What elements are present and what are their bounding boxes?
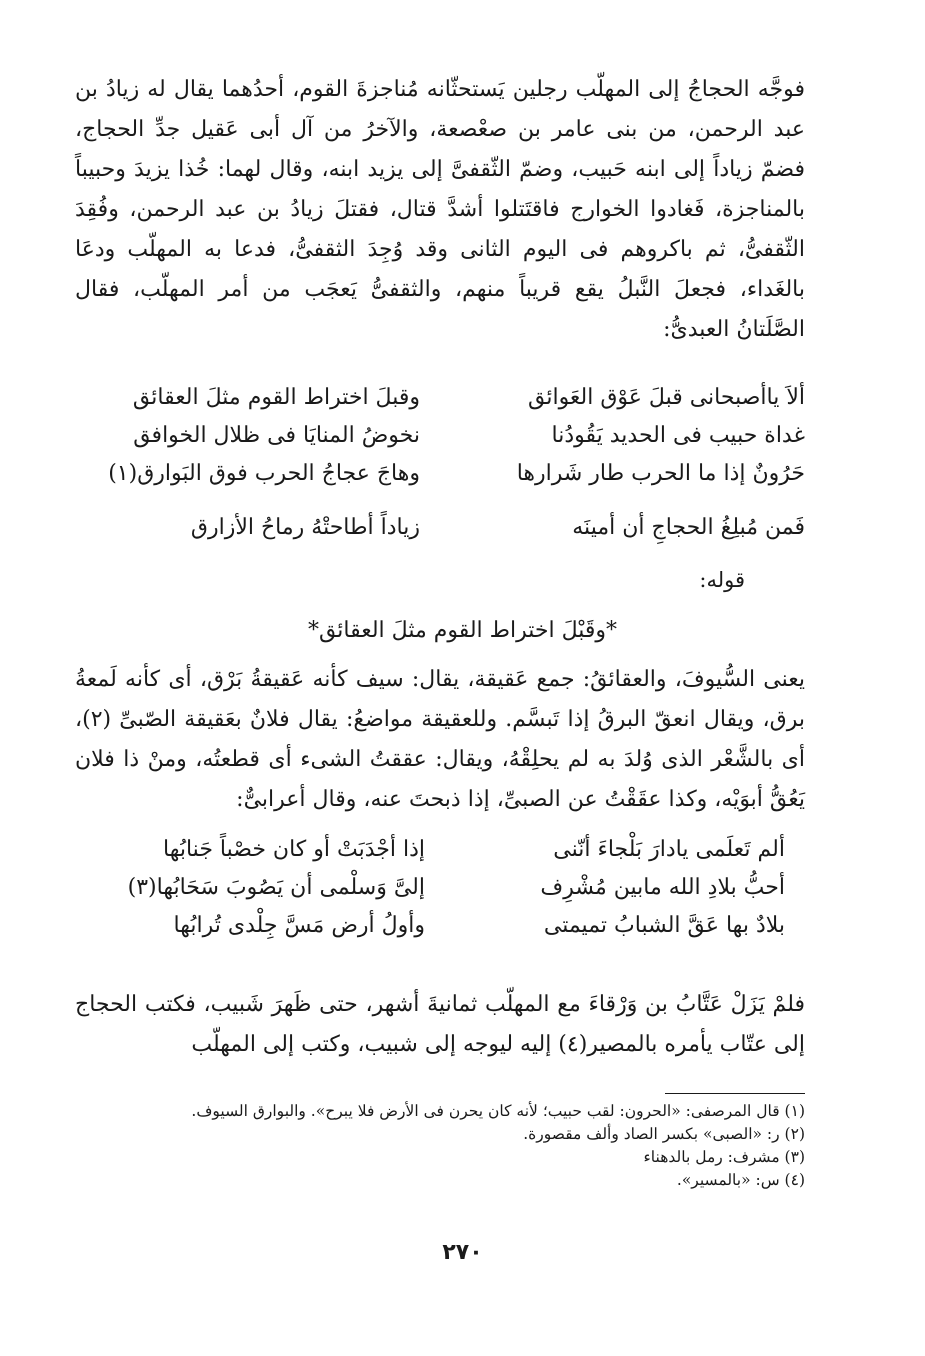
quoted-hemistich-heading: *وقَبْلَ اختراط القوم مثلَ العقائق* <box>307 618 618 643</box>
body-paragraph-2 <box>75 660 805 820</box>
verse-first-hemistich: ألم تَعلَمى يادارَ بَلْجاءَ أنّنى <box>553 836 785 862</box>
verse-second-hemistich: وهاجَ عجاجُ الحرب فوق البَوارق(١) <box>108 460 420 486</box>
verse-second-hemistich: إذا أجْدَبَتْ أو كان خصْباً جَنابُها <box>163 836 425 862</box>
verse-first-hemistich: بلادٌ بها عَقَّ الشبابُ تميمتى <box>543 912 785 938</box>
body-paragraph-3 <box>75 985 805 1065</box>
paragraph-text: فلمْ يَزَلْ عَتَّابُ بن وَرْقاءَ مع المهلّب ثمانيةَ أشهر، حتى ظَهرَ شَبيب، فكتب الحجاج إلى عتّاب يأمره بالمصير(٤) إليه ليوجه إلى شبيب، وكتب إلى المهلّب <box>75 992 805 1057</box>
footnote-divider <box>665 1093 805 1094</box>
verse-second-hemistich: زياداً أطاحتْهُ رماحُ الأزارق <box>190 514 420 540</box>
verse-line <box>80 868 785 906</box>
verse-line <box>80 906 785 944</box>
footnote: (١) قال المرصفى: «الحرون: لقب حبيب؛ لأنه كان يحرن فى الأرض فلا يبرح». والبوارق السيوف. <box>191 1102 805 1120</box>
footnote: (٤) س: «بالمسير». <box>676 1171 805 1189</box>
body-paragraph-1 <box>75 70 805 350</box>
paragraph-text: فوجَّه الحجاجُ إلى المهلّب رجلين يَستحثّانه مُناجزةَ القوم، أحدُهما يقال له زيادُ بن عبد الرحمن، من بنى عامر بن صعْصعة، والآخرُ من آل أبى عَقيل جدِّ الحجاج، فضمّ زياداً إلى ابنه حَبيب، وضمّ الثّقفىَّ إلى يزيد ابنه، وقال لهما: خُذا يزيدَ وحبيباً بالمناجزة، فَغادوا الخوارج فاقتَتلوا أشدَّ قتال، فقتلَ زيادُ بن عبد الرحمن، وفُقِدَ الثّقفىُّ، ثم باكروهم فى اليوم الثانى وقد وُجِدَ الثقفىُّ، فدعا به المهلّب ودعَا بالغَداء، فجعلَ النَّبلُ يقع قريباً منهم، والثقفىُّ يَعجَب من أمر المهلّب، فقال الصَّلَتانُ العبدىُّ: <box>75 77 805 342</box>
footnote: (٢) ر: «الصبى» بكسر الصاد وألف مقصورة. <box>523 1125 805 1143</box>
footnotes <box>120 1100 805 1192</box>
verse-line <box>80 830 785 868</box>
verse-second-hemistich: إلىَّ وَسلْمى أن يَصُوبَ سَحَابُها(٣) <box>127 874 425 900</box>
verse-line <box>75 508 805 546</box>
footnote: (٣) مشرف: رمل بالدهناء <box>643 1148 805 1166</box>
verse-first-hemistich: ألاَ ياأصبحانى قبلَ عَوْق العَوائق <box>527 384 805 410</box>
verse-line <box>75 378 805 416</box>
verse-first-hemistich: فَمن مُبلِغُ الحجاجِ أن أمينَه <box>572 514 805 540</box>
verse-first-hemistich: غداة حبيب فى الحديد يَقُودُنا <box>551 422 805 448</box>
page-number: ٢٧٠ <box>442 1240 483 1265</box>
quote-label: قوله: <box>699 568 745 592</box>
verse-first-hemistich: حَرُونٌ إذا ما الحرب طار شَرارها <box>516 460 805 486</box>
poem-2 <box>80 830 785 944</box>
verse-first-hemistich: أحبُّ بلادِ الله مابين مُشْرِف <box>540 874 785 900</box>
poem-1 <box>75 378 805 546</box>
verse-line <box>75 416 805 454</box>
paragraph-text: يعنى السُّيوفَ، والعقائقُ: جمع عَقيقة، يقال: سيف كأنه عَقيقةُ بَرْق، أى كأنه لَمعةُ برق، ويقال انعقّ البرقُ إذا تَبسَّم. وللعقيقة مواضعُ: يقال فلانٌ بعَقيقة الصّبىِّ (٢)، أى بالشَّعْر الذى وُلدَ به لم يحلِقْهُ، ويقال: عققتُ الشىء أى قطعتُه، ومنْ ذا فلان يَعُقُّ أبوَيْه، وكذا عقَقْتُ عن الصبىِّ، إذا ذبحتَ عنه، وقال أعرابىٌّ: <box>75 667 805 812</box>
verse-second-hemistich: وقبلَ اختراط القوم مثلَ العقائق <box>132 384 420 410</box>
verse-second-hemistich: نخوضُ المنايَا فى ظلال الخوافق <box>133 422 420 448</box>
verse-line <box>75 454 805 492</box>
verse-second-hemistich: وأولُ أرض مَسَّ جِلْدى تُرابُها <box>173 912 425 938</box>
